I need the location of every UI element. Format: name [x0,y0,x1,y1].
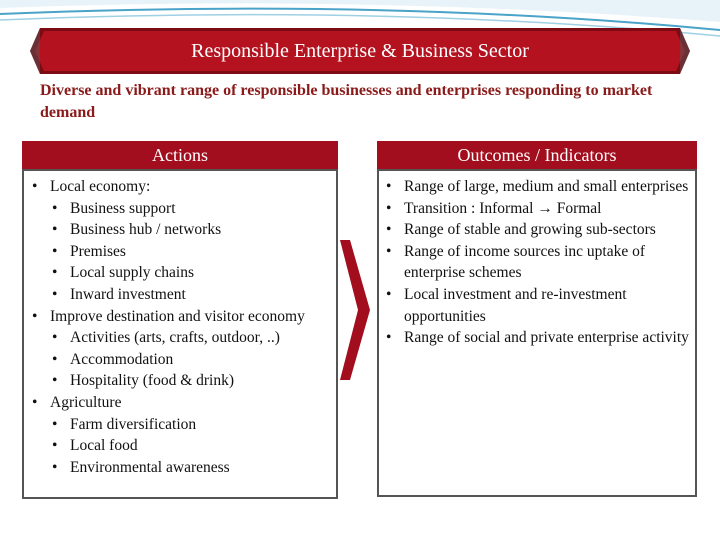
actions-list [26,176,336,478]
bullet-icon: • [386,329,392,347]
subtitle: Diverse and vibrant range of responsible businesses and enterprises responding to market demand [40,82,653,121]
bullet-icon: • [52,264,58,282]
list-item-text: Local investment and re-investment opportunities [404,285,627,325]
list-item [26,457,336,479]
list-item [26,241,336,263]
list-item-text: Business hub / networks [70,221,222,239]
list-item-text: Local supply chains [70,264,194,282]
list-item [26,349,336,371]
bullet-icon: • [386,178,392,195]
bullet-icon: • [386,242,392,260]
outcomes-list [380,176,692,349]
bullet-icon: • [32,307,38,325]
bullet-icon: • [52,415,58,433]
list-item-text: Activities (arts, crafts, outdoor, ..) [70,329,280,347]
actions-heading: Actions [22,141,338,169]
list-item [26,435,336,457]
list-item-text: Farm diversification [70,415,197,433]
list-item [26,262,336,284]
page-title: Responsible Enterprise & Business Sector [191,39,529,62]
list-item [26,327,336,349]
bullet-icon: • [32,393,38,411]
bullet-icon: • [52,350,58,368]
list-item-text: Improve destination and visitor economy [50,307,305,325]
outcomes-heading: Outcomes / Indicators [377,141,697,169]
bullet-icon: • [52,437,58,455]
list-item-text: Range of social and private enterprise activity [404,329,689,347]
list-item-text: Range of large, medium and small enterprises [404,178,689,195]
chevron-right-icon [340,240,370,380]
list-item [26,219,336,241]
bullet-icon: • [52,458,58,476]
list-item-text: Accommodation [70,350,174,368]
bullet-icon: • [52,221,58,239]
list-item-text: Local economy: [50,178,151,195]
bullet-icon: • [386,285,392,303]
list-item-text: Inward investment [70,285,186,303]
list-item [380,219,692,241]
bullet-icon: • [52,285,58,303]
bullet-icon: • [386,199,392,217]
bullet-icon: • [386,221,392,239]
list-item [380,284,692,327]
list-item-text: Transition : Informal → Formal [404,199,602,217]
list-item-text: Agriculture [50,393,122,411]
list-item-text: Hospitality (food & drink) [70,372,235,390]
list-item [26,176,336,198]
bullet-icon: • [52,372,58,390]
bullet-icon: • [52,329,58,347]
bullet-icon: • [52,199,58,217]
list-item [26,198,336,220]
list-item [380,176,692,198]
list-item [380,198,692,220]
list-item [26,414,336,436]
list-item [26,392,336,414]
bullet-icon: • [52,242,58,260]
list-item-text: Environmental awareness [70,458,230,476]
list-item [26,284,336,306]
list-item [26,370,336,392]
list-item-text: Local food [70,437,138,455]
list-item [26,306,336,328]
list-item-text: Business support [70,199,176,217]
list-item [380,327,692,349]
list-item-text: Premises [70,242,126,260]
list-item-text: Range of income sources inc uptake of enterprise schemes [404,242,646,282]
list-item-text: Range of stable and growing sub-sectors [404,221,656,239]
bullet-icon: • [32,178,38,195]
list-item [380,241,692,284]
